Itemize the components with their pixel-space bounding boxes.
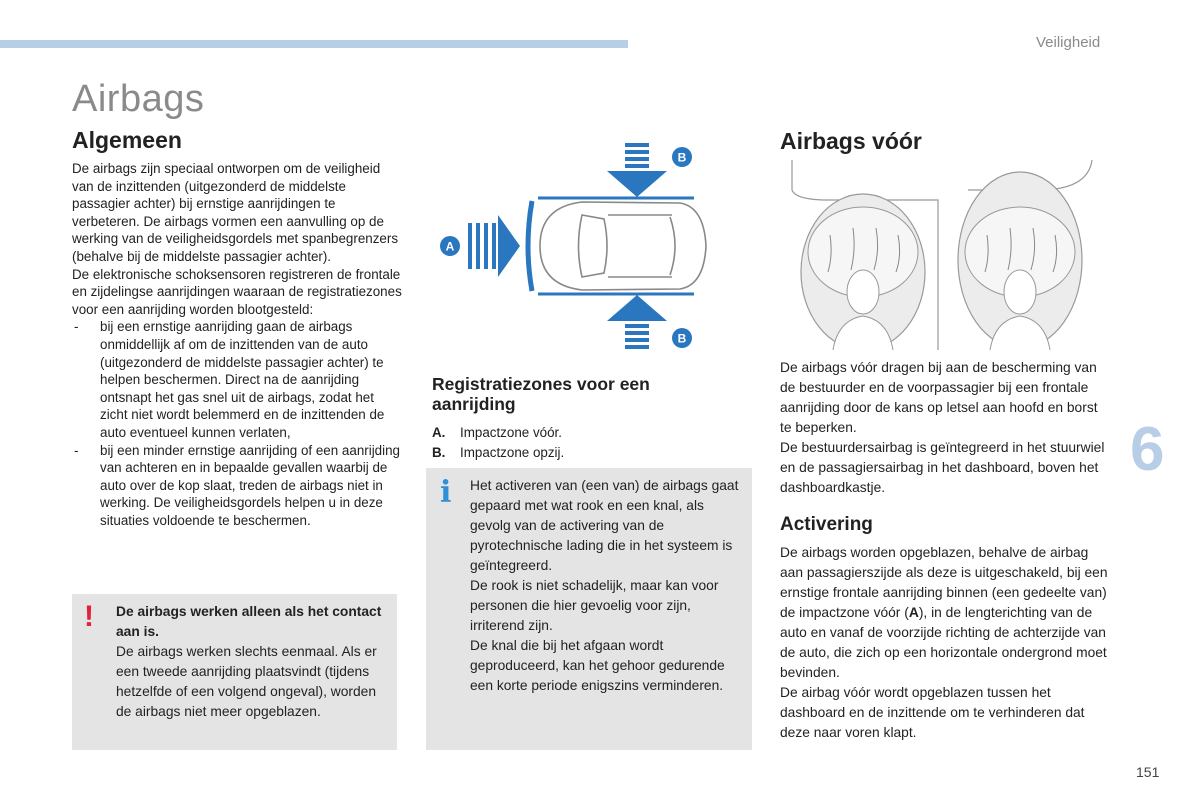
algemeen-intro-1: De airbags zijn speciaal ontworpen om de veiligheid van de inzittenden (uitgezonderd de middelste passagier achter) bij ernstige aanrijdingen te verbeteren. De airbags vormen een aanvulling op de werking van de veiligheidsgordels met spanbegrenzers (behalve bij de middelste passagier achter). [72,161,399,264]
list-item: - bij een ernstige aanrijding gaan de airbags onmiddellijk af om de inzittenden van de auto (uitgezonderd de middelste passagier achter) te helpen beschermen. Direct na de aanrijding ontsnapt het gas snel uit de airbags, zodat het zicht niet wordt belemmerd en de inzittenden de auto eventueel kunnen verlaten, [72,318,402,441]
section-label: Veiligheid [1036,34,1101,51]
heading-activering: Activering [780,514,873,535]
info-paragraph-1: Het activeren van (een van) de airbags gaat gepaard met wat rook en een knal, als gevolg van de activering van de pyrotechnische lading die in het systeem is geïntegreerd. [470,478,739,573]
arrow-front-icon [468,215,520,277]
activering-paragraph-1 [780,543,1110,683]
arrow-bottom-icon [607,295,667,349]
activering-bold-a: A [908,605,919,620]
item-label: A. [432,425,446,440]
heading-registratiezones: Registratiezones voor een aanrijding [432,374,650,414]
info-text [470,476,740,696]
warning-box [72,594,397,750]
algemeen-intro-2: De elektronische schoksensoren registreren de frontale en zijdelingse aanrijdingen waaraan de registratiezones voor een aanrijding worden blootgesteld: [72,266,402,317]
algemeen-body [72,160,402,529]
activering-paragraph-2: De airbag vóór wordt opgeblazen tussen het dashboard en de inzittende om te verhinderen dat deze naar voren klapt. [780,685,1085,740]
label-a-text: A [445,239,455,254]
front-impact-zone-arc [528,201,532,291]
registratiezones-list [432,423,564,463]
driver-airbag-icon [801,194,925,350]
activering-text-after: ), in de lengterichting van de auto en vanaf de voorzijde richting de achterzijde van de auto, die zich op een horizontale ondergrond moet bevinden. [780,605,1107,680]
label-b-top-text: B [677,150,687,165]
list-item: - bij een minder ernstige aanrijding of een aanrijding van achteren en in bepaalde gevallen waarbij de auto over de kop slaat, treden de airbags niet in werking. De veiligheidsgordels helpen u in deze situaties voldoende te beschermen. [72,442,402,530]
label-b-bottom-text: B [677,331,687,346]
info-icon: i [440,475,452,510]
info-paragraph-3: De knal die bij het afgaan wordt geproduceerd, kan het gehoor gedurende een korte periode enigszins verminderen. [470,638,725,693]
airbags-voor-body [780,358,1110,498]
info-paragraph-2: De rook is niet schadelijk, maar kan voor personen die hier gevoelig voor zijn, irriterend zijn. [470,578,719,633]
car-top-view-icon [540,202,706,290]
item-text: Impactzone vóór. [460,425,562,440]
item-text: Impactzone opzij. [460,445,565,460]
warning-text [116,602,386,722]
info-box [426,468,752,750]
voor-paragraph-2: De bestuurdersairbag is geïntegreerd in het stuurwiel en de passagiersairbag in het dashboard, boven het dashboardkastje. [780,440,1105,495]
activering-body [780,543,1110,743]
arrow-top-icon [607,143,667,197]
front-airbags-illustration [788,160,1096,350]
impact-zones-diagram [432,135,732,357]
label-b-bottom-badge [672,328,692,348]
list-item [432,423,564,443]
heading-algemeen: Algemeen [72,127,182,153]
page-title: Airbags [72,78,205,120]
voor-paragraph-1: De airbags vóór dragen bij aan de bescherming van de bestuurder en de voorpassagier bij een frontale aanrijding door de kans op letsel aan hoofd en borst te beperken. [780,360,1098,435]
passenger-airbag-icon [958,172,1082,350]
activering-text-before: De airbags worden opgeblazen, behalve de airbag aan passagierszijde als deze is uitgeschakeld, bij een ernstige frontale aanrijding binnen (een gedeelte van) de impactzone vóór ( [780,545,1108,620]
warning-title: De airbags werken alleen als het contact aan is. [116,604,382,639]
list-item [432,443,564,463]
warning-body: De airbags werken slechts eenmaal. Als er een tweede aanrijding plaatsvindt (tijdens hetzelfde of een volgend ongeval), worden de airbags niet meer opgeblazen. [116,644,377,719]
warning-exclamation-icon: ! [84,600,94,633]
heading-airbags-voor: Airbags vóór [780,128,922,154]
label-b-top-badge [672,147,692,167]
chapter-number: 6 [1130,415,1165,484]
label-a-badge [440,236,460,256]
page-number: 151 [1136,764,1160,780]
algemeen-bullet-list [72,318,402,529]
top-accent-bar [0,40,628,48]
item-label: B. [432,445,446,460]
